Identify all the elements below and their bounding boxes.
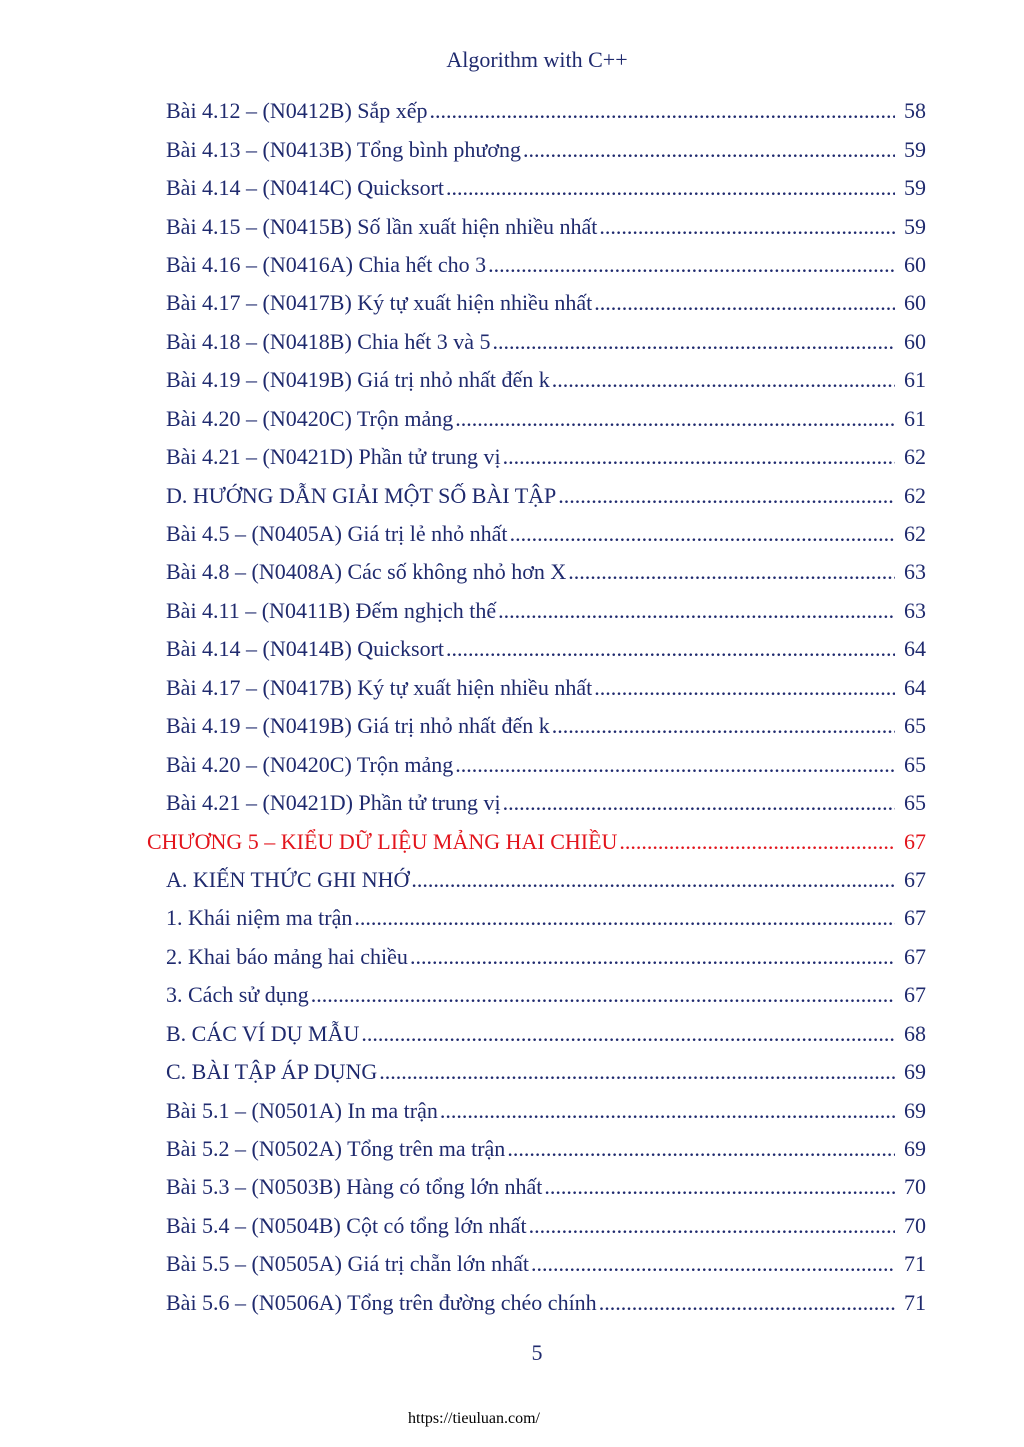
toc-entry-title: Bài 4.21 – (N0421D) Phần tử trung vị (166, 444, 501, 470)
toc-entry-page: 61 (904, 405, 926, 431)
toc-entry-page: 64 (904, 674, 926, 700)
toc-entry-page: 70 (904, 1174, 926, 1200)
toc-dot-leader (594, 675, 895, 701)
toc-dot-leader (503, 790, 895, 816)
toc-entry-page: 67 (904, 866, 926, 892)
toc-entry[interactable] (0, 284, 1024, 322)
toc-entry-page: 71 (904, 1251, 926, 1277)
toc-entry[interactable] (0, 1130, 1024, 1168)
toc-entry-title: C. BÀI TẬP ÁP DỤNG (166, 1059, 378, 1085)
toc-entry-title: Bài 4.16 – (N0416A) Chia hết cho 3 (166, 251, 487, 277)
toc-chapter-entry[interactable] (0, 822, 1024, 860)
toc-dot-leader (594, 290, 895, 316)
toc-entry[interactable] (0, 553, 1024, 591)
toc-entry[interactable] (0, 1053, 1024, 1091)
toc-entry-page: 59 (904, 136, 926, 162)
toc-entry[interactable] (0, 630, 1024, 668)
toc-entry[interactable] (0, 976, 1024, 1014)
toc-entry-page: 59 (904, 175, 926, 201)
toc-dot-leader (558, 483, 895, 509)
toc-entry-title: Bài 4.5 – (N0405A) Giá trị lẻ nhỏ nhất (166, 521, 508, 547)
toc-dot-leader (510, 521, 895, 547)
toc-entry-title: Bài 4.20 – (N0420C) Trộn mảng (166, 405, 454, 431)
toc-dot-leader (446, 175, 895, 201)
toc-dot-leader (492, 329, 895, 355)
toc-entry[interactable] (0, 861, 1024, 899)
toc-entry-title: Bài 5.4 – (N0504B) Cột có tổng lớn nhất (166, 1212, 527, 1238)
toc-entry[interactable] (0, 784, 1024, 822)
toc-entry-title: Bài 4.17 – (N0417B) Ký tự xuất hiện nhiều nhất (166, 674, 593, 700)
toc-entry-page: 69 (904, 1136, 926, 1162)
toc-dot-leader (529, 1213, 895, 1239)
toc-entry-page: 67 (904, 982, 926, 1008)
toc-entry[interactable] (0, 938, 1024, 976)
toc-entry-title: Bài 4.11 – (N0411B) Đếm nghịch thế (166, 597, 497, 623)
toc-entry-title: B. CÁC VÍ DỤ MẪU (166, 1020, 360, 1046)
toc-entry[interactable] (0, 707, 1024, 745)
toc-entry-page: 62 (904, 521, 926, 547)
toc-entry-title: Bài 4.19 – (N0419B) Giá trị nhỏ nhất đến k (166, 367, 550, 393)
toc-dot-leader (531, 1251, 895, 1277)
toc-entry-title: D. HƯỚNG DẪN GIẢI MỘT SỐ BÀI TẬP (166, 482, 557, 508)
toc-dot-leader (379, 1059, 895, 1085)
toc-entry-page: 60 (904, 328, 926, 354)
toc-entry-page: 69 (904, 1059, 926, 1085)
toc-entry[interactable] (0, 476, 1024, 514)
toc-dot-leader (361, 1021, 895, 1047)
toc-entry-page: 61 (904, 367, 926, 393)
toc-entry-page: 63 (904, 559, 926, 585)
toc-dot-leader (599, 214, 895, 240)
page-number: 5 (531, 1340, 543, 1365)
toc-entry-title: Bài 5.5 – (N0505A) Giá trị chẵn lớn nhất (166, 1251, 529, 1277)
toc-entry-title: 3. Cách sử dụng (166, 982, 309, 1008)
toc-entry-title: Bài 5.3 – (N0503B) Hàng có tổng lớn nhất (166, 1174, 543, 1200)
footer-url[interactable]: https://tieuluan.com/ (408, 1410, 540, 1427)
toc-dot-leader (619, 829, 895, 855)
toc-entry-title: 2. Khai báo mảng hai chiều (166, 943, 408, 969)
toc-entry-page: 67 (904, 828, 926, 854)
toc-entry[interactable] (0, 207, 1024, 245)
toc-entry-page: 62 (904, 444, 926, 470)
toc-entry-title: Bài 4.21 – (N0421D) Phần tử trung vị (166, 790, 501, 816)
toc-entry-page: 68 (904, 1020, 926, 1046)
toc-entry-page: 59 (904, 213, 926, 239)
toc-dot-leader (507, 1136, 895, 1162)
toc-dot-leader (552, 367, 895, 393)
toc-entry[interactable] (0, 438, 1024, 476)
toc-dot-leader (523, 137, 895, 163)
toc-entry-title: Bài 4.15 – (N0415B) Số lần xuất hiện nhiều nhất (166, 213, 598, 239)
toc-entry-title: Bài 4.18 – (N0418B) Chia hết 3 và 5 (166, 328, 491, 354)
toc-entry-page: 70 (904, 1212, 926, 1238)
toc-entry-page: 67 (904, 905, 926, 931)
toc-entry-page: 65 (904, 751, 926, 777)
toc-entry-title: Bài 4.17 – (N0417B) Ký tự xuất hiện nhiều nhất (166, 290, 593, 316)
toc-entry[interactable] (0, 92, 1024, 130)
toc-dot-leader (410, 944, 895, 970)
toc-entry-title: CHƯƠNG 5 – KIỂU DỮ LIỆU MẢNG HAI CHIỀU (147, 828, 618, 854)
toc-dot-leader (599, 1290, 895, 1316)
toc-dot-leader (411, 867, 895, 893)
toc-entry-title: Bài 4.13 – (N0413B) Tổng bình phương (166, 136, 521, 162)
toc-entry-page: 62 (904, 482, 926, 508)
toc-entry-title: Bài 5.2 – (N0502A) Tổng trên ma trận (166, 1136, 506, 1162)
toc-entry-title: Bài 4.8 – (N0408A) Các số không nhỏ hơn X (166, 559, 567, 585)
toc-dot-leader (568, 559, 895, 585)
toc-dot-leader (552, 713, 895, 739)
toc-entry[interactable] (0, 1245, 1024, 1283)
toc-entry-title: A. KIẾN THỨC GHI NHỚ (166, 866, 410, 892)
toc-entry[interactable] (0, 1015, 1024, 1053)
toc-entry-title: Bài 4.12 – (N0412B) Sắp xếp (166, 98, 428, 124)
toc-dot-leader (544, 1174, 895, 1200)
toc-entry[interactable] (0, 745, 1024, 783)
toc-dot-leader (503, 444, 895, 470)
toc-dot-leader (430, 98, 895, 124)
toc-entry[interactable] (0, 1207, 1024, 1245)
toc-entry[interactable] (0, 246, 1024, 284)
toc-entry[interactable] (0, 1168, 1024, 1206)
toc-entry-title: Bài 4.20 – (N0420C) Trộn mảng (166, 751, 454, 777)
toc-entry-page: 64 (904, 636, 926, 662)
toc-entry[interactable] (0, 361, 1024, 399)
toc-entry-title: Bài 4.14 – (N0414C) Quicksort (166, 175, 445, 201)
toc-entry[interactable] (0, 169, 1024, 207)
toc-dot-leader (498, 598, 895, 624)
toc-dot-leader (354, 905, 895, 931)
toc-entry-page: 65 (904, 713, 926, 739)
toc-entry[interactable] (0, 323, 1024, 361)
toc-dot-leader (311, 982, 895, 1008)
toc-entry[interactable] (0, 899, 1024, 937)
toc-entry-page: 67 (904, 943, 926, 969)
page-header-title: Algorithm with C++ (446, 47, 628, 72)
toc-entry-page: 71 (904, 1289, 926, 1315)
toc-entry[interactable] (0, 130, 1024, 168)
toc-entry[interactable] (0, 1091, 1024, 1129)
toc-entry-title: Bài 5.1 – (N0501A) In ma trận (166, 1097, 438, 1123)
toc-dot-leader (455, 406, 895, 432)
table-of-contents (0, 92, 1024, 1322)
toc-entry-title: 1. Khái niệm ma trận (166, 905, 353, 931)
toc-entry[interactable] (0, 669, 1024, 707)
toc-entry-page: 60 (904, 251, 926, 277)
toc-dot-leader (455, 752, 895, 778)
toc-entry-page: 60 (904, 290, 926, 316)
toc-entry-page: 63 (904, 597, 926, 623)
toc-dot-leader (440, 1098, 895, 1124)
toc-entry-page: 65 (904, 790, 926, 816)
toc-entry-title: Bài 4.19 – (N0419B) Giá trị nhỏ nhất đến k (166, 713, 550, 739)
toc-entry-page: 58 (904, 98, 926, 124)
toc-entry-page: 69 (904, 1097, 926, 1123)
toc-entry[interactable] (0, 1284, 1024, 1322)
toc-entry[interactable] (0, 400, 1024, 438)
toc-entry-title: Bài 5.6 – (N0506A) Tổng trên đường chéo chính (166, 1289, 597, 1315)
toc-entry-title: Bài 4.14 – (N0414B) Quicksort (166, 636, 445, 662)
toc-entry[interactable] (0, 592, 1024, 630)
toc-entry[interactable] (0, 515, 1024, 553)
toc-dot-leader (488, 252, 895, 278)
toc-dot-leader (446, 636, 895, 662)
